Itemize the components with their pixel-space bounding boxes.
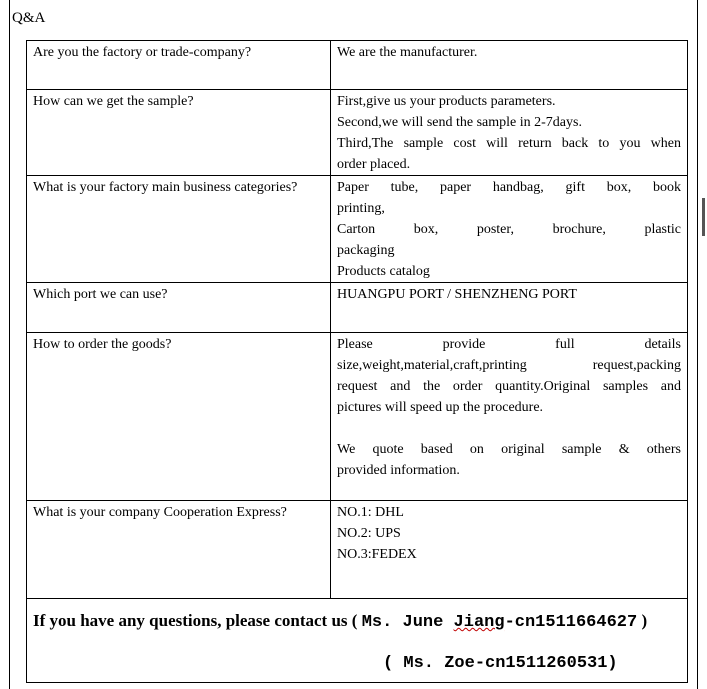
answer-line: pictures will speed up the procedure. — [337, 400, 544, 415]
contact-name-suffix: -cn1511664627 — [504, 613, 638, 632]
question-cell — [27, 283, 331, 333]
answer-line: request and the order quantity.Original samples and — [337, 379, 681, 394]
answer-line: provided information. — [337, 463, 460, 478]
question-text: How to order the goods? — [33, 337, 172, 352]
contact-open-paren: ( — [351, 611, 358, 630]
answer-line: Paper tube, paper handbag, gift box, book — [337, 180, 681, 195]
answer-line: Carton box, poster, brochure, plastic — [337, 222, 681, 237]
contact-line-primary — [33, 607, 681, 637]
qa-row-order — [27, 333, 688, 501]
answer-cell — [331, 501, 688, 599]
question-text: What is your company Cooperation Express? — [33, 505, 287, 520]
answer-line: packaging — [337, 243, 395, 258]
qa-row-categories — [27, 176, 688, 283]
contact-row — [27, 599, 688, 683]
answer-line: First,give us your products parameters. — [337, 94, 556, 109]
answer-line: NO.2: UPS — [337, 526, 401, 541]
answer-line: size,weight,material,craft,printing request,packing — [337, 358, 681, 373]
question-cell — [27, 90, 331, 176]
question-text: What is your factory main business categories? — [33, 180, 298, 195]
answer-spacer — [337, 418, 681, 439]
contact-name-prefix: Ms. June — [361, 613, 454, 632]
answer-line: NO.1: DHL — [337, 505, 404, 520]
answer-line: Third,The sample cost will return back to you when — [337, 136, 681, 151]
qa-row-port — [27, 283, 688, 333]
question-text: How can we get the sample? — [33, 94, 194, 109]
contact-lead: If you have any questions, please contact us — [33, 611, 348, 630]
qa-table — [26, 40, 688, 683]
answer-cell — [331, 41, 688, 90]
answer-line: NO.3:FEDEX — [337, 547, 417, 562]
qa-row-sample — [27, 90, 688, 176]
question-cell — [27, 176, 331, 283]
answer-cell — [331, 90, 688, 176]
contact-cell — [27, 599, 688, 683]
answer-line: Please provide full details — [337, 337, 681, 352]
contact-line-secondary: ( Ms. Zoe-cn1511260531) — [383, 654, 618, 673]
answer-line: printing, — [337, 201, 385, 216]
answer-cell — [331, 176, 688, 283]
answer-line: order placed. — [337, 157, 411, 172]
question-text: Which port we can use? — [33, 287, 168, 302]
answer-line: We are the manufacturer. — [337, 45, 478, 60]
question-text: Are you the factory or trade-company? — [33, 45, 252, 60]
contact-name-flagged: Jiang — [453, 613, 505, 632]
scroll-marker — [702, 198, 705, 236]
question-cell — [27, 333, 331, 501]
qa-row-factory — [27, 41, 688, 90]
answer-line: Products catalog — [337, 264, 430, 279]
page-heading: Q&A — [12, 10, 46, 26]
answer-line: We quote based on original sample & others — [337, 442, 681, 457]
qa-row-express — [27, 501, 688, 599]
answer-line: Second,we will send the sample in 2-7days. — [337, 115, 582, 130]
answer-line: HUANGPU PORT / SHENZHENG PORT — [337, 287, 577, 302]
answer-cell — [331, 333, 688, 501]
question-cell — [27, 501, 331, 599]
question-cell — [27, 41, 331, 90]
answer-cell — [331, 283, 688, 333]
contact-close-paren: ) — [641, 611, 648, 630]
